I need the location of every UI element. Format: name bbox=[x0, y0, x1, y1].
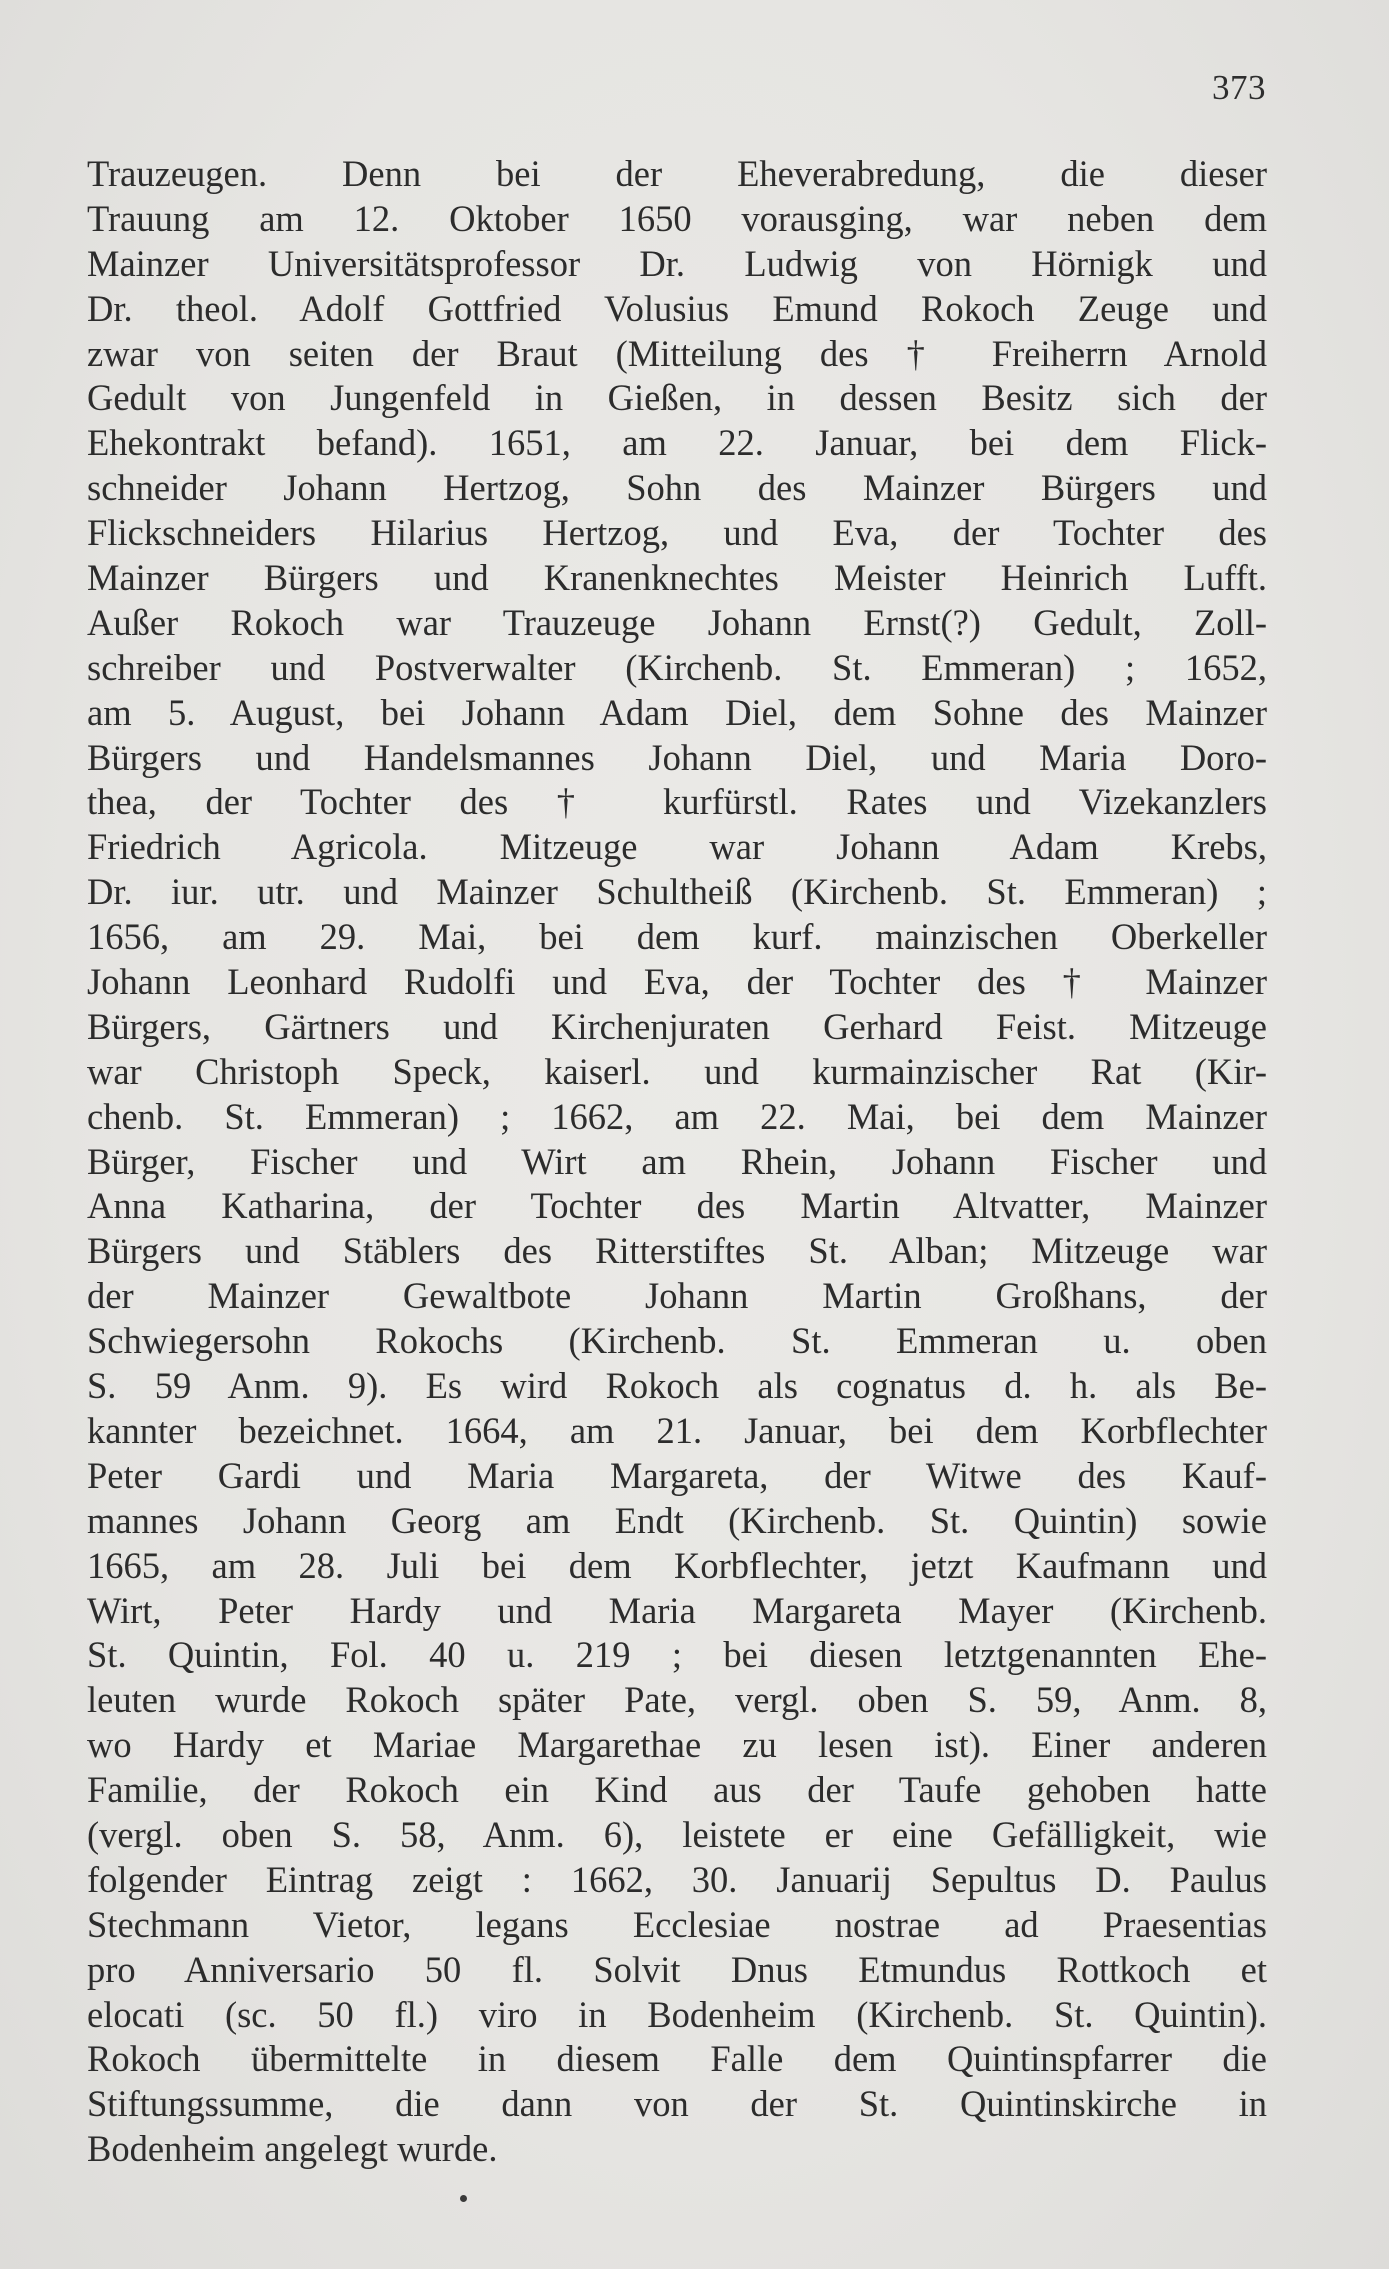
text-line: der Mainzer Gewaltbote Johann Martin Großhans, der bbox=[87, 1275, 1267, 1317]
text-line: Flickschneiders Hilarius Hertzog, und Eva, der Tochter des bbox=[87, 512, 1267, 554]
text-line: Familie, der Rokoch ein Kind aus der Taufe gehoben hatte bbox=[87, 1769, 1267, 1811]
text-line: Johann Leonhard Rudolfi und Eva, der Tochter des † Mainzer bbox=[87, 961, 1267, 1003]
text-line: Rokoch übermittelte in diesem Falle dem Quintinspfarrer die bbox=[87, 2038, 1267, 2080]
text-line: Bürgers und Stäblers des Ritterstiftes St. Alban; Mitzeuge war bbox=[87, 1230, 1267, 1272]
text-line: Schwiegersohn Rokochs (Kirchenb. St. Emmeran u. oben bbox=[87, 1320, 1267, 1362]
page-number: 373 bbox=[1212, 68, 1266, 107]
text-line: Außer Rokoch war Trauzeuge Johann Ernst(?) Gedult, Zoll- bbox=[87, 601, 1267, 643]
text-line: Gedult von Jungenfeld in Gießen, in dessen Besitz sich der bbox=[87, 377, 1267, 419]
text-line: Trauzeugen. Denn bei der Eheverabredung, die dieser bbox=[87, 153, 1267, 194]
text-line: thea, der Tochter des † kurfürstl. Rates und Vizekanzlers bbox=[87, 781, 1267, 823]
text-line: (vergl. oben S. 58, Anm. 6), leistete er eine Gefälligkeit, wie bbox=[87, 1813, 1267, 1855]
text-line: schreiber und Postverwalter (Kirchenb. St. Emmeran) ; 1652, bbox=[87, 646, 1267, 688]
text-line: folgender Eintrag zeigt : 1662, 30. Januarij Sepultus D. Paulus bbox=[87, 1858, 1267, 1900]
text-line: Friedrich Agricola. Mitzeuge war Johann Adam Krebs, bbox=[87, 826, 1267, 868]
body-paragraph bbox=[87, 152, 1267, 2172]
text-line: Bürgers, Gärtners und Kirchenjuraten Gerhard Feist. Mitzeuge bbox=[87, 1005, 1267, 1047]
text-line: S. 59 Anm. 9). Es wird Rokoch als cognatus d. h. als Be- bbox=[87, 1365, 1267, 1407]
text-line: war Christoph Speck, kaiserl. und kurmainzischer Rat (Kir- bbox=[87, 1050, 1267, 1092]
text-line: am 5. August, bei Johann Adam Diel, dem Sohne des Mainzer bbox=[87, 691, 1267, 733]
text-line: schneider Johann Hertzog, Sohn des Mainzer Bürgers und bbox=[87, 467, 1267, 509]
text-line: elocati (sc. 50 fl.) viro in Bodenheim (Kirchenb. St. Quintin). bbox=[87, 1993, 1267, 2035]
text-line: Dr. theol. Adolf Gottfried Volusius Emund Rokoch Zeuge und bbox=[87, 287, 1267, 329]
text-line: Mainzer Bürgers und Kranenknechtes Meister Heinrich Lufft. bbox=[87, 557, 1267, 599]
text-line-last: Bodenheim angelegt wurde. bbox=[87, 2128, 498, 2170]
text-line: kannter bezeichnet. 1664, am 21. Januar, bei dem Korbflechter bbox=[87, 1409, 1267, 1451]
text-line: 1665, am 28. Juli bei dem Korbflechter, jetzt Kaufmann und bbox=[87, 1544, 1267, 1586]
text-line: Stiftungssumme, die dann von der St. Quintinskirche in bbox=[87, 2083, 1267, 2125]
text-line: wo Hardy et Mariae Margarethae zu lesen ist). Einer anderen bbox=[87, 1724, 1267, 1766]
text-line: Trauung am 12. Oktober 1650 vorausging, war neben dem bbox=[87, 197, 1267, 239]
text-line: pro Anniversario 50 fl. Solvit Dnus Etmundus Rottkoch et bbox=[87, 1948, 1267, 1990]
text-line: 1656, am 29. Mai, bei dem kurf. mainzischen Oberkeller bbox=[87, 916, 1267, 958]
text-line: Wirt, Peter Hardy und Maria Margareta Mayer (Kirchenb. bbox=[87, 1589, 1267, 1631]
text-line: Stechmann Vietor, legans Ecclesiae nostrae ad Praesentias bbox=[87, 1903, 1267, 1945]
text-line: Anna Katharina, der Tochter des Martin Altvatter, Mainzer bbox=[87, 1185, 1267, 1227]
ink-speck bbox=[460, 2195, 467, 2202]
text-line: mannes Johann Georg am Endt (Kirchenb. St. Quintin) sowie bbox=[87, 1499, 1267, 1541]
text-line: zwar von seiten der Braut (Mitteilung des † Freiherrn Arnold bbox=[87, 332, 1267, 374]
text-line: Mainzer Universitätsprofessor Dr. Ludwig von Hörnigk und bbox=[87, 242, 1267, 284]
text-line: leuten wurde Rokoch später Pate, vergl. oben S. 59, Anm. 8, bbox=[87, 1679, 1267, 1721]
text-line: chenb. St. Emmeran) ; 1662, am 22. Mai, bei dem Mainzer bbox=[87, 1095, 1267, 1137]
text-line: Peter Gardi und Maria Margareta, der Witwe des Kauf- bbox=[87, 1454, 1267, 1496]
text-line: St. Quintin, Fol. 40 u. 219 ; bei diesen letztgenannten Ehe- bbox=[87, 1634, 1267, 1676]
text-line: Bürgers und Handelsmannes Johann Diel, und Maria Doro- bbox=[87, 736, 1267, 778]
text-line: Ehekontrakt befand). 1651, am 22. Januar, bei dem Flick- bbox=[87, 422, 1267, 464]
text-line: Dr. iur. utr. und Mainzer Schultheiß (Kirchenb. St. Emmeran) ; bbox=[87, 871, 1267, 913]
text-line: Bürger, Fischer und Wirt am Rhein, Johann Fischer und bbox=[87, 1140, 1267, 1182]
